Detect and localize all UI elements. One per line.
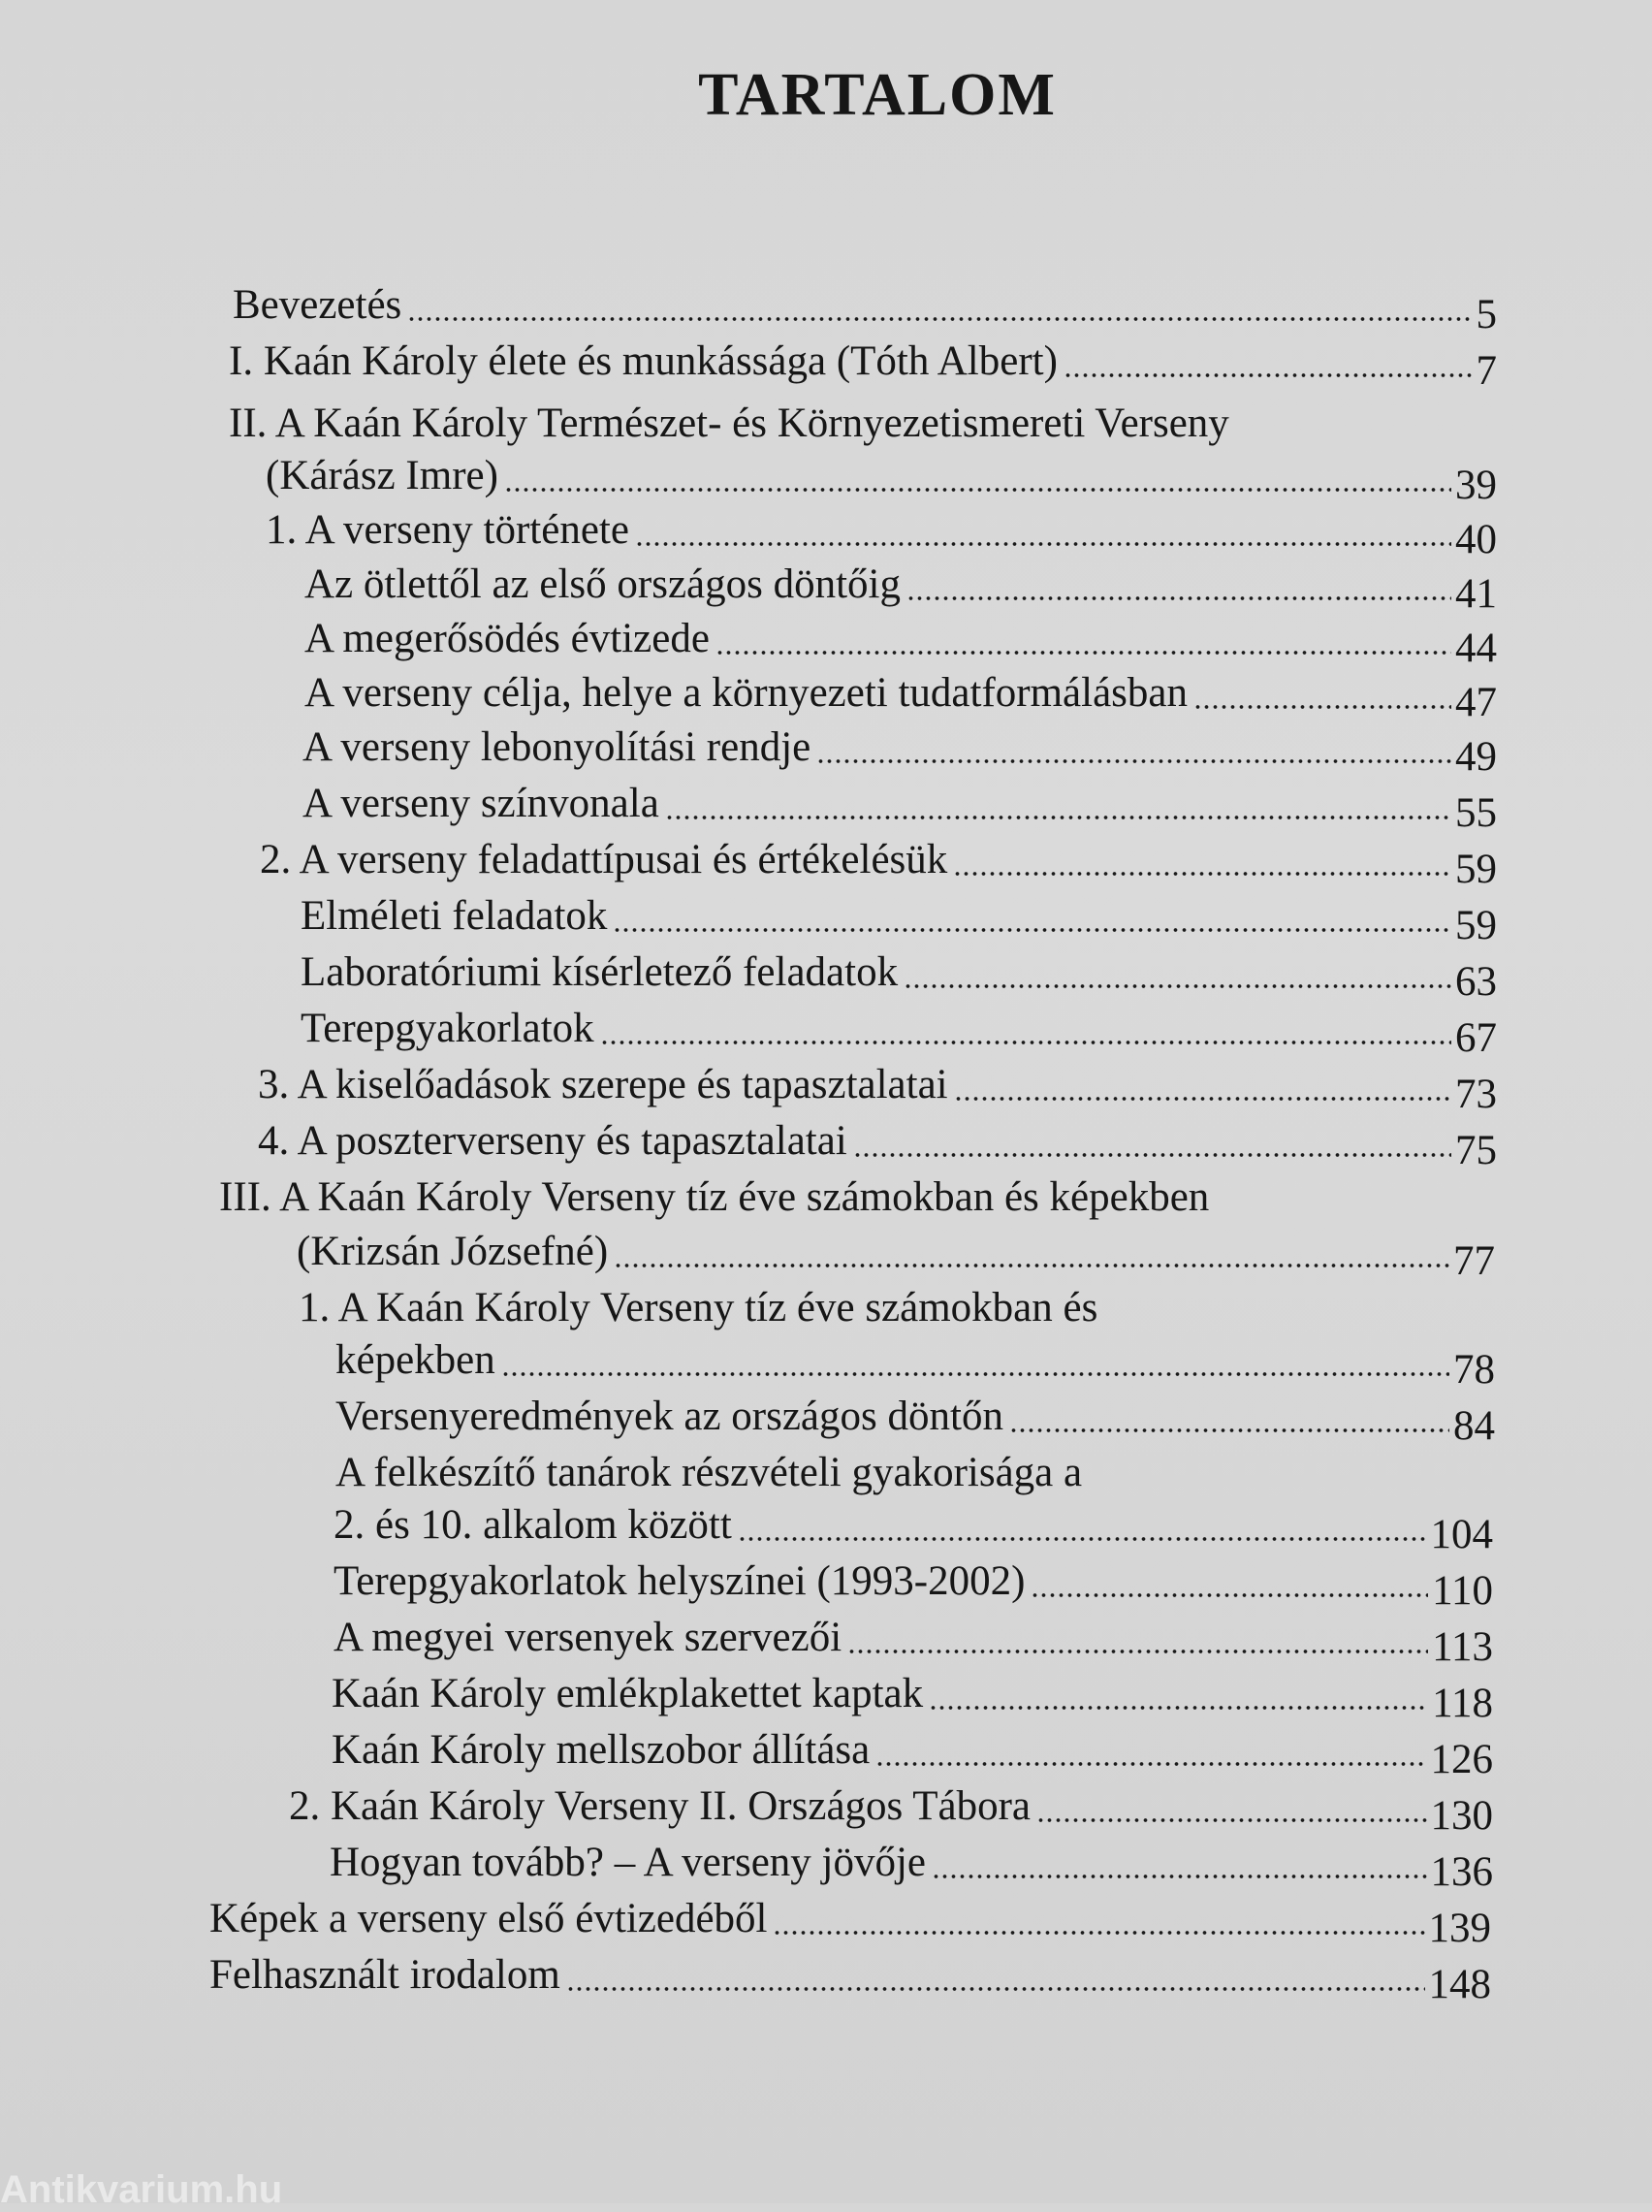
- toc-entry-subsection: [302, 778, 1497, 836]
- toc-entry-title: A megerősödés évtizede: [304, 616, 710, 661]
- toc-entry-title: 4. A poszterverseny és tapasztalatai: [258, 1118, 847, 1164]
- dot-leader: [1009, 1427, 1449, 1433]
- dot-leader: [407, 316, 1472, 322]
- toc-entry-title: 1. A verseny története: [266, 507, 629, 553]
- toc-entry-title: Hogyan tovább? – A verseny jövője: [330, 1840, 927, 1885]
- toc-entry-subsection: [332, 1724, 1493, 1782]
- toc-page-number: 126: [1430, 1737, 1493, 1782]
- toc-entry-bibliography: [209, 1949, 1491, 2007]
- toc-entry-title: képekben: [335, 1337, 495, 1383]
- dot-leader: [715, 650, 1451, 656]
- toc-page-number: 39: [1455, 463, 1497, 508]
- dot-leader: [847, 1649, 1428, 1654]
- toc-entry-title: A verseny színvonala: [302, 781, 659, 826]
- toc-entry-chapter-2-author: [266, 450, 1497, 508]
- dot-leader: [816, 758, 1451, 764]
- toc-entry-subsection: [304, 613, 1497, 671]
- toc-page-number: 77: [1453, 1238, 1495, 1284]
- dot-leader: [738, 1536, 1427, 1542]
- dot-leader: [1193, 704, 1451, 710]
- toc-entry-chapter-3: [219, 1171, 1497, 1224]
- toc-entry-images: [209, 1893, 1491, 1951]
- toc-entry-section-3-1: [299, 1282, 1495, 1334]
- toc-page-number: 63: [1455, 959, 1497, 1005]
- dot-leader: [613, 927, 1451, 933]
- toc-page-number: 118: [1432, 1681, 1493, 1726]
- dot-leader: [600, 1040, 1451, 1045]
- toc-page-number: 136: [1430, 1849, 1493, 1895]
- toc-page-number: 5: [1476, 292, 1497, 337]
- toc-entry-title: Laboratóriumi kísérletező feladatok: [301, 949, 899, 995]
- toc-page-number: 148: [1428, 1962, 1491, 2007]
- dot-leader: [1064, 372, 1473, 378]
- toc-page-number: 130: [1430, 1793, 1493, 1839]
- toc-entry-title: Képek a verseny első évtizedéből: [209, 1896, 768, 1941]
- toc-page-number: 73: [1455, 1072, 1497, 1117]
- dot-leader: [875, 1761, 1426, 1767]
- dot-leader: [853, 1152, 1451, 1158]
- toc-page-number: 113: [1432, 1624, 1493, 1670]
- toc-page-number: 59: [1455, 847, 1497, 892]
- dot-leader: [1036, 1817, 1427, 1823]
- toc-entry-subsection: [335, 1447, 1495, 1499]
- toc-entry-chapter-3-author: [297, 1226, 1495, 1284]
- toc-entry-title: A felkészítő tanárok részvételi gyakorisága a: [335, 1450, 1083, 1495]
- toc-page-number: 139: [1428, 1906, 1491, 1951]
- toc-entry-title: Versenyeredmények az országos döntőn: [335, 1394, 1003, 1439]
- toc-entry-title: Kaán Károly emlékplakettet kaptak: [332, 1671, 924, 1716]
- toc-entry-bevezetes: [233, 279, 1497, 337]
- toc-entry-subsection: [335, 1391, 1495, 1449]
- toc-entry-section-3-2: [289, 1780, 1493, 1839]
- toc-entry-title: Terepgyakorlatok helyszínei (1993-2002): [334, 1558, 1026, 1604]
- toc-entry-chapter-1: [229, 336, 1497, 394]
- dot-leader: [635, 541, 1451, 547]
- toc-entry-subsection: [330, 1837, 1493, 1895]
- toc-entry-subsection: [301, 1003, 1497, 1061]
- dot-leader: [501, 1371, 1449, 1377]
- toc-page-number: 55: [1455, 790, 1497, 836]
- dot-leader: [614, 1263, 1449, 1268]
- dot-leader: [953, 871, 1451, 877]
- toc-entry-title: 2. A verseny feladattípusai és értékelésük: [260, 837, 948, 882]
- toc-entry-title: 3. A kiselőadások szerepe és tapasztalatai: [258, 1062, 948, 1107]
- toc-page-number: 47: [1455, 680, 1497, 725]
- toc-entry-subsection: [334, 1612, 1493, 1670]
- dot-leader: [906, 595, 1451, 601]
- dot-leader: [566, 1986, 1425, 1992]
- toc-entry-subsection: [301, 946, 1497, 1005]
- toc-entry-title: Bevezetés: [233, 282, 402, 328]
- dot-leader: [954, 1096, 1451, 1102]
- dot-leader: [932, 1874, 1426, 1879]
- toc-entry-section-2-1: [266, 504, 1497, 562]
- toc-page-number: 84: [1453, 1403, 1495, 1449]
- toc-entry-chapter-2: [229, 398, 1497, 450]
- dot-leader: [904, 983, 1451, 989]
- toc-entry-title: (Krizsán Józsefné): [297, 1229, 609, 1274]
- toc-entry-subsection: [304, 559, 1497, 617]
- toc-entry-title: (Kárász Imre): [266, 453, 498, 498]
- toc-entry-title: Felhasznált irodalom: [209, 1952, 560, 1998]
- toc-page-number: 110: [1432, 1568, 1493, 1614]
- toc-entry-title: A verseny célja, helye a környezeti tudatformálásban: [304, 670, 1188, 716]
- toc-entry-subsection-cont: [334, 1499, 1493, 1557]
- toc-entry-subsection: [332, 1668, 1493, 1726]
- dot-leader: [504, 487, 1451, 493]
- toc-entry-subsection: [301, 890, 1497, 948]
- toc-entry-title: 2. Kaán Károly Verseny II. Országos Tábora: [289, 1783, 1031, 1829]
- toc-entry-title: Terepgyakorlatok: [301, 1006, 594, 1051]
- dot-leader: [1031, 1592, 1428, 1598]
- toc-page-number: 75: [1455, 1128, 1497, 1173]
- toc-entry-subsection: [334, 1555, 1493, 1614]
- toc-page-number: 49: [1455, 734, 1497, 780]
- toc-entry-title: A verseny lebonyolítási rendje: [302, 724, 811, 770]
- toc-entry-title: A megyei versenyek szervezői: [334, 1615, 842, 1660]
- toc-entry-title: 1. A Kaán Károly Verseny tíz éve számokban és: [299, 1285, 1098, 1330]
- toc-entry-subsection: [304, 667, 1497, 725]
- toc-page-number: 40: [1455, 517, 1497, 562]
- toc-page-number: 59: [1455, 903, 1497, 948]
- toc-page-number: 44: [1455, 625, 1497, 671]
- toc-entry-title: Elméleti feladatok: [301, 893, 608, 939]
- toc-entry-title: I. Kaán Károly élete és munkássága (Tóth Albert): [229, 338, 1058, 384]
- dot-leader: [929, 1705, 1428, 1711]
- dot-leader: [665, 815, 1451, 820]
- toc-entry-title: III. A Kaán Károly Verseny tíz éve számokban és képekben: [219, 1174, 1210, 1220]
- toc-page-number: 78: [1453, 1347, 1495, 1393]
- toc-entry-title: 2. és 10. alkalom között: [334, 1502, 732, 1548]
- dot-leader: [773, 1930, 1424, 1936]
- toc-page-number: 67: [1455, 1015, 1497, 1061]
- toc-entry-section-2-3: [258, 1059, 1497, 1117]
- toc-entry-subsection: [302, 721, 1497, 780]
- toc-entry-section-3-1-cont: [335, 1334, 1495, 1393]
- page-title: TARTALOM: [698, 62, 1057, 128]
- toc-page-number: 41: [1455, 571, 1497, 617]
- toc-entry-section-2-2: [260, 834, 1497, 892]
- toc-page-number: 104: [1430, 1512, 1493, 1557]
- toc-entry-section-2-4: [258, 1115, 1497, 1173]
- watermark: Antikvarium.hu: [0, 2168, 283, 2211]
- toc-entry-title: Kaán Károly mellszobor állítása: [332, 1727, 871, 1773]
- toc-entry-title: Az ötlettől az első országos döntőig: [304, 561, 901, 607]
- toc-entry-title: II. A Kaán Károly Természet- és Környezetismereti Verseny: [229, 401, 1229, 446]
- toc-page-number: 7: [1476, 348, 1497, 394]
